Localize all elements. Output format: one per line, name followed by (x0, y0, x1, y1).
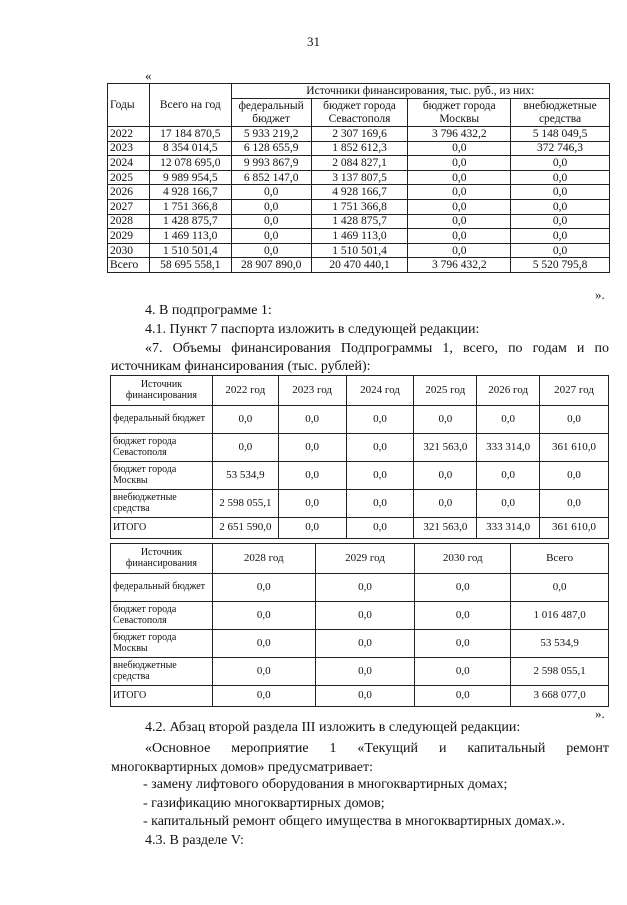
header-year: 2025 год (414, 376, 477, 406)
value-cell: 0,0 (415, 602, 511, 630)
value-cell: 1 428 875,7 (149, 214, 231, 229)
table-row (108, 258, 610, 273)
header-year: 2026 год (477, 376, 540, 406)
value-cell: 0,0 (278, 406, 346, 434)
value-cell: 2 307 169,6 (311, 127, 408, 142)
table-row (108, 243, 610, 258)
year-cell: Всего (108, 258, 150, 273)
value-cell: 9 993 867,9 (231, 156, 311, 171)
year-cell: 2022 (108, 127, 150, 142)
value-cell: 0,0 (346, 518, 414, 539)
value-cell: 1 751 366,8 (149, 199, 231, 214)
value-cell: 53 534,9 (511, 630, 609, 658)
value-cell: 0,0 (415, 574, 511, 602)
value-cell: 2 598 055,1 (511, 658, 609, 686)
financing-table-2028-2030 (110, 543, 609, 707)
list-item: - замену лифтового оборудования в многоквартирных домах; (143, 777, 508, 792)
value-cell: 0,0 (511, 229, 610, 244)
value-cell: 0,0 (511, 574, 609, 602)
value-cell: 0,0 (415, 630, 511, 658)
value-cell: 0,0 (511, 185, 610, 200)
table-row (111, 462, 609, 490)
financing-by-year-table (107, 83, 610, 273)
value-cell: 6 128 655,9 (231, 141, 311, 156)
table-row (111, 490, 609, 518)
value-cell: 4 928 166,7 (149, 185, 231, 200)
value-cell: 0,0 (408, 141, 511, 156)
value-cell: 3 796 432,2 (408, 258, 511, 273)
value-cell: 17 184 870,5 (149, 127, 231, 142)
paragraph-4-3: 4.3. В разделе V: (145, 833, 244, 848)
value-cell: 9 989 954,5 (149, 170, 231, 185)
value-cell: 12 078 695,0 (149, 156, 231, 171)
value-cell: 58 695 558,1 (149, 258, 231, 273)
page-number: 31 (307, 34, 320, 49)
value-cell: 3 796 432,2 (408, 127, 511, 142)
financing-table-2022-2027 (110, 375, 609, 539)
value-cell: 0,0 (414, 406, 477, 434)
value-cell: 0,0 (414, 490, 477, 518)
list-item: - капитальный ремонт общего имущества в многоквартирных домах.». (143, 814, 565, 829)
paragraph-4: 4. В подпрограмме 1: (145, 303, 272, 318)
header-source: Источник финансирования (111, 544, 213, 574)
source-label: бюджет города Севастополя (111, 602, 213, 630)
value-cell: 0,0 (346, 406, 414, 434)
value-cell: 0,0 (346, 490, 414, 518)
closing-quote-1: ». (595, 287, 605, 302)
value-cell: 0,0 (511, 156, 610, 171)
table-row (111, 630, 609, 658)
header-sources: Источники финансирования, тыс. руб., из них: (231, 84, 609, 99)
closing-quote-2: ». (595, 706, 605, 721)
value-cell: 5 933 219,2 (231, 127, 311, 142)
source-label: федеральный бюджет (111, 406, 213, 434)
year-cell: 2026 (108, 185, 150, 200)
year-cell: 2029 (108, 229, 150, 244)
value-cell: 1 510 501,4 (149, 243, 231, 258)
value-cell: 0,0 (477, 490, 540, 518)
value-cell: 0,0 (415, 658, 511, 686)
value-cell: 0,0 (414, 462, 477, 490)
value-cell: 0,0 (408, 156, 511, 171)
header-year: 2027 год (540, 376, 609, 406)
value-cell: 0,0 (408, 185, 511, 200)
header-year: 2030 год (415, 544, 511, 574)
value-cell: 0,0 (231, 199, 311, 214)
value-cell: 1 428 875,7 (311, 214, 408, 229)
value-cell: 0,0 (212, 602, 315, 630)
source-label: ИТОГО (111, 518, 213, 539)
value-cell: 2 598 055,1 (212, 490, 278, 518)
value-cell: 321 563,0 (414, 434, 477, 462)
value-cell: 0,0 (540, 462, 609, 490)
value-cell: 333 314,0 (477, 518, 540, 539)
header-row (111, 544, 609, 574)
value-cell: 0,0 (408, 243, 511, 258)
header-extrabudget: внебюджетные средства (511, 99, 610, 127)
value-cell: 3 668 077,0 (511, 686, 609, 707)
value-cell: 0,0 (511, 243, 610, 258)
value-cell: 0,0 (231, 229, 311, 244)
value-cell: 0,0 (408, 214, 511, 229)
value-cell: 28 907 890,0 (231, 258, 311, 273)
value-cell: 333 314,0 (477, 434, 540, 462)
value-cell: 0,0 (511, 170, 610, 185)
value-cell: 0,0 (212, 630, 315, 658)
opening-quote: « (145, 68, 152, 83)
table-row (111, 686, 609, 707)
year-cell: 2023 (108, 141, 150, 156)
value-cell: 0,0 (346, 434, 414, 462)
list-item: - газификацию многоквартирных домов; (143, 796, 385, 811)
value-cell: 0,0 (511, 214, 610, 229)
source-label: бюджет города Москвы (111, 462, 213, 490)
source-label: ИТОГО (111, 686, 213, 707)
header-year: 2023 год (278, 376, 346, 406)
value-cell: 0,0 (212, 686, 315, 707)
table-row (108, 127, 610, 142)
value-cell: 5 148 049,5 (511, 127, 610, 142)
value-cell: 0,0 (278, 434, 346, 462)
table-row (108, 141, 610, 156)
year-cell: 2028 (108, 214, 150, 229)
header-moscow: бюджет города Москвы (408, 99, 511, 127)
value-cell: 0,0 (231, 185, 311, 200)
value-cell: 2 651 590,0 (212, 518, 278, 539)
header-year: 2022 год (212, 376, 278, 406)
header-year: 2024 год (346, 376, 414, 406)
value-cell: 0,0 (477, 406, 540, 434)
year-cell: 2030 (108, 243, 150, 258)
value-cell: 20 470 440,1 (311, 258, 408, 273)
table-row (111, 658, 609, 686)
table-row (111, 434, 609, 462)
paragraph-main-activity: «Основное мероприятие 1 «Текущий и капитальный ремонт многоквартирных домов» предусматривает: (111, 741, 609, 775)
value-cell: 0,0 (315, 658, 415, 686)
source-label: федеральный бюджет (111, 574, 213, 602)
value-cell: 3 137 807,5 (311, 170, 408, 185)
source-label: внебюджетные средства (111, 490, 213, 518)
source-label: бюджет города Москвы (111, 630, 213, 658)
year-cell: 2024 (108, 156, 150, 171)
value-cell: 1 016 487,0 (511, 602, 609, 630)
value-cell: 0,0 (511, 199, 610, 214)
paragraph-4-2: 4.2. Абзац второй раздела III изложить в следующей редакции: (145, 720, 521, 735)
value-cell: 0,0 (415, 686, 511, 707)
table-row (108, 229, 610, 244)
value-cell: 0,0 (477, 462, 540, 490)
table-row (111, 518, 609, 539)
source-label: внебюджетные средства (111, 658, 213, 686)
value-cell: 1 751 366,8 (311, 199, 408, 214)
header-year: Всего (511, 544, 609, 574)
table-row (108, 199, 610, 214)
value-cell: 0,0 (212, 434, 278, 462)
header-year: 2029 год (315, 544, 415, 574)
value-cell: 0,0 (315, 630, 415, 658)
value-cell: 2 084 827,1 (311, 156, 408, 171)
header-row (111, 376, 609, 406)
value-cell: 6 852 147,0 (231, 170, 311, 185)
header-source: Источник финансирования (111, 376, 213, 406)
header-year: 2028 год (212, 544, 315, 574)
value-cell: 372 746,3 (511, 141, 610, 156)
paragraph-7: «7. Объемы финансирования Подпрограммы 1, всего, по годам и по источникам финансирования (тыс. рублей): (111, 341, 609, 374)
value-cell: 321 563,0 (414, 518, 477, 539)
value-cell: 0,0 (540, 490, 609, 518)
paragraph-4-1: 4.1. Пункт 7 паспорта изложить в следующей редакции: (145, 322, 480, 337)
source-label: бюджет города Севастополя (111, 434, 213, 462)
value-cell: 0,0 (346, 462, 414, 490)
value-cell: 1 469 113,0 (149, 229, 231, 244)
value-cell: 0,0 (408, 229, 511, 244)
value-cell: 0,0 (212, 406, 278, 434)
table-row (108, 185, 610, 200)
year-cell: 2025 (108, 170, 150, 185)
value-cell: 0,0 (315, 602, 415, 630)
value-cell: 361 610,0 (540, 518, 609, 539)
header-federal: федеральный бюджет (231, 99, 311, 127)
year-cell: 2027 (108, 199, 150, 214)
value-cell: 0,0 (315, 686, 415, 707)
table-row (108, 156, 610, 171)
value-cell: 0,0 (540, 406, 609, 434)
header-sevastopol: бюджет города Севастополя (311, 99, 408, 127)
table-row (111, 406, 609, 434)
value-cell: 0,0 (231, 243, 311, 258)
value-cell: 361 610,0 (540, 434, 609, 462)
table-row (108, 214, 610, 229)
value-cell: 0,0 (278, 518, 346, 539)
value-cell: 0,0 (278, 462, 346, 490)
value-cell: 0,0 (212, 574, 315, 602)
value-cell: 1 469 113,0 (311, 229, 408, 244)
header-years: Годы (108, 84, 150, 127)
value-cell: 0,0 (212, 658, 315, 686)
value-cell: 8 354 014,5 (149, 141, 231, 156)
value-cell: 0,0 (315, 574, 415, 602)
value-cell: 53 534,9 (212, 462, 278, 490)
value-cell: 5 520 795,8 (511, 258, 610, 273)
table-row (111, 574, 609, 602)
value-cell: 1 510 501,4 (311, 243, 408, 258)
value-cell: 0,0 (231, 214, 311, 229)
value-cell: 0,0 (278, 490, 346, 518)
table-row (108, 170, 610, 185)
header-total: Всего на год (149, 84, 231, 127)
value-cell: 0,0 (408, 170, 511, 185)
value-cell: 4 928 166,7 (311, 185, 408, 200)
value-cell: 0,0 (408, 199, 511, 214)
value-cell: 1 852 612,3 (311, 141, 408, 156)
table-row (111, 602, 609, 630)
